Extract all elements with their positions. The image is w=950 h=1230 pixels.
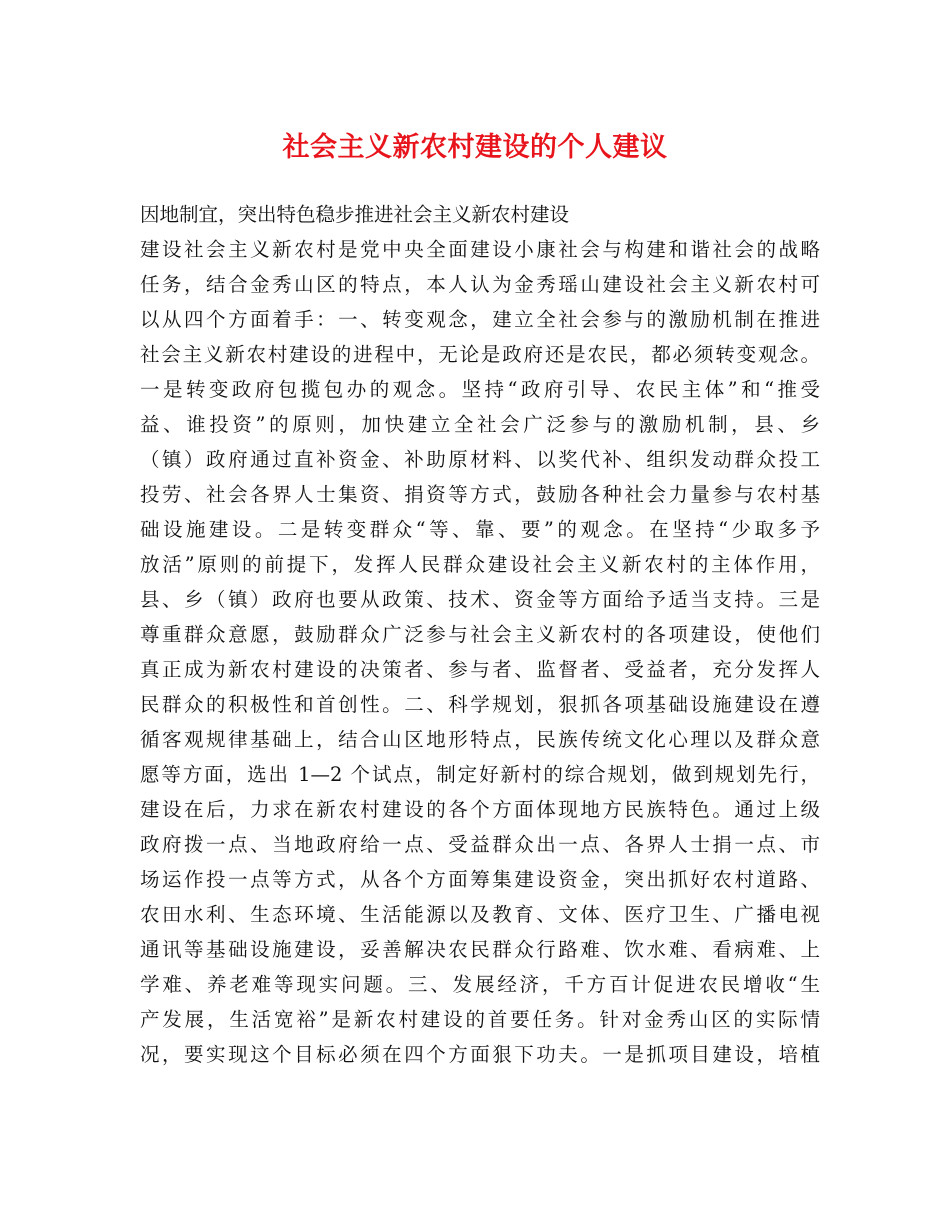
paragraph-line: 学难、养老难等现实问题。三、发展经济，千方百计促进农民增收“生 — [140, 973, 820, 996]
paragraph-line: 投劳、社会各界人士集资、捐资等方式，鼓励各种社会力量参与农村基 — [140, 483, 820, 506]
document-body — [140, 197, 820, 1072]
paragraph-line: 民群众的积极性和首创性。二、科学规划，狠抓各项基础设施建设在遵 — [140, 693, 820, 716]
paragraph-line: 政府拨一点、当地政府给一点、受益群众出一点、各界人士捐一点、市 — [140, 833, 820, 856]
paragraph-line: 以从四个方面着手：一、转变观念，建立全社会参与的激励机制在推进 — [140, 308, 820, 331]
paragraph-line: 通讯等基础设施建设，妥善解决农民群众行路难、饮水难、看病难、上 — [140, 938, 820, 961]
paragraph-line: 循客观规律基础上，结合山区地形特点，民族传统文化心理以及群众意 — [140, 728, 820, 751]
paragraph-line: 一是转变政府包揽包办的观念。坚持“政府引导、农民主体”和“推受 — [140, 378, 820, 401]
paragraph-line: 产发展，生活宽裕”是新农村建设的首要任务。针对金秀山区的实际情 — [140, 1008, 820, 1031]
paragraph-line: 益、谁投资”的原则，加快建立全社会广泛参与的激励机制，县、乡 — [140, 413, 820, 436]
paragraph-line: 尊重群众意愿，鼓励群众广泛参与社会主义新农村的各项建设，使他们 — [140, 623, 820, 646]
document-title: 社会主义新农村建设的个人建议 — [282, 132, 668, 163]
paragraph-line: 农田水利、生态环境、生活能源以及教育、文体、医疗卫生、广播电视 — [140, 903, 820, 926]
paragraph-line: （镇）政府通过直补资金、补助原材料、以奖代补、组织发动群众投工 — [140, 448, 820, 471]
paragraph-line: 社会主义新农村建设的进程中，无论是政府还是农民，都必须转变观念。 — [140, 343, 820, 366]
paragraph-line: 场运作投一点等方式，从各个方面筹集建设资金，突出抓好农村道路、 — [140, 868, 820, 891]
paragraph-line: 愿等方面，选出 1—2 个试点，制定好新村的综合规划，做到规划先行， — [140, 763, 820, 786]
paragraph-line: 真正成为新农村建设的决策者、参与者、监督者、受益者，充分发挥人 — [140, 658, 820, 681]
paragraph-line: 建设社会主义新农村是党中央全面建设小康社会与构建和谐社会的战略 — [140, 238, 820, 261]
paragraph-line: 础设施建设。二是转变群众“等、靠、要”的观念。在坚持“少取多予 — [140, 518, 820, 541]
paragraph-line: 县、乡（镇）政府也要从政策、技术、资金等方面给予适当支持。三是 — [140, 588, 820, 611]
paragraph-line: 任务，结合金秀山区的特点，本人认为金秀瑶山建设社会主义新农村可 — [140, 273, 820, 296]
paragraph-line: 因地制宜，突出特色稳步推进社会主义新农村建设 — [140, 203, 570, 226]
paragraph-line: 建设在后，力求在新农村建设的各个方面体现地方民族特色。通过上级 — [140, 798, 820, 821]
paragraph-line: 放活”原则的前提下，发挥人民群众建设社会主义新农村的主体作用， — [140, 553, 820, 576]
paragraph-line: 况，要实现这个目标必须在四个方面狠下功夫。一是抓项目建设，培植 — [140, 1043, 820, 1066]
